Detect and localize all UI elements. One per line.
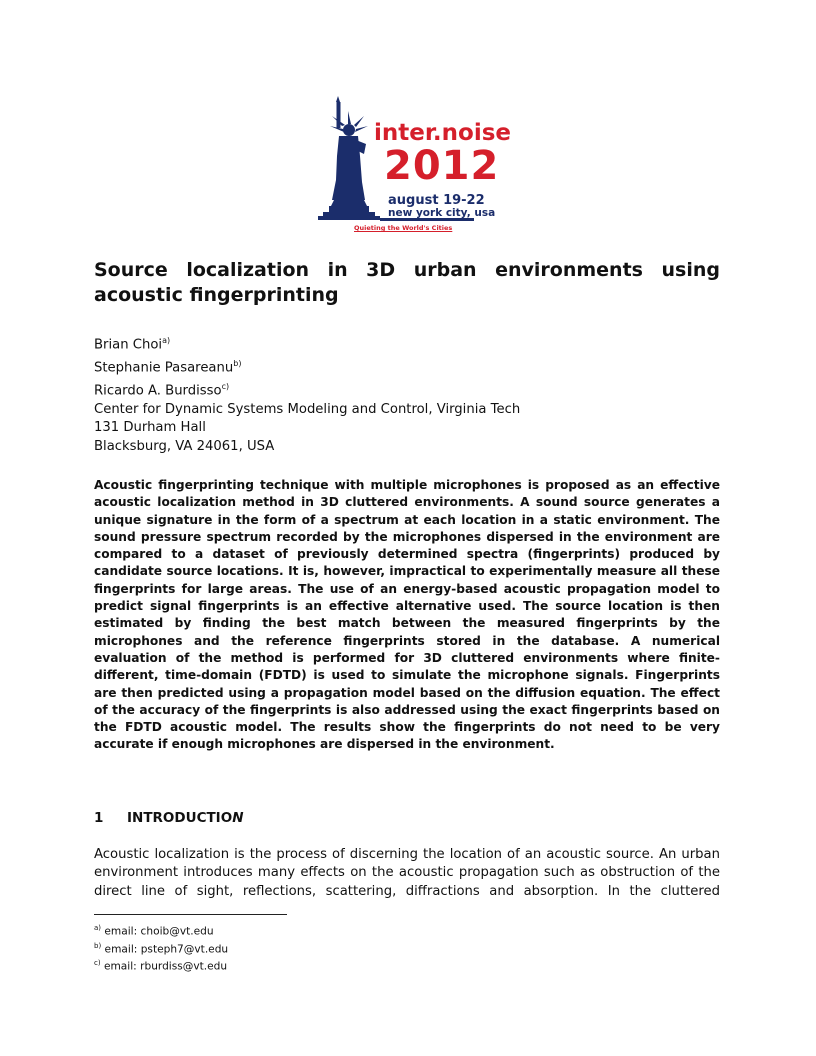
footnote-divider	[94, 914, 287, 915]
introduction-paragraph: Acoustic localization is the process of discerning the location of an acoustic source. An urban environment introduces many effects on the acoustic propagation such as obstruction of the direct line of sight, reflections, scattering, diffractions and absorption. In the cluttered	[94, 847, 720, 899]
affiliation-line-3: Blacksburg, VA 24061, USA	[94, 438, 275, 454]
logo-dates: august 19-22	[388, 193, 485, 208]
footnotes	[94, 921, 228, 974]
author-block	[94, 332, 654, 456]
logo-location: new york city, usa	[388, 207, 496, 219]
section-title-tail: N	[232, 810, 244, 826]
footnote-c: $^{c)}$ email: rburdiss@vt.edu	[94, 959, 228, 973]
footnote-b: $^{b)}$ email: psteph7@vt.edu	[94, 941, 229, 956]
section-number: 1	[94, 810, 104, 826]
logo-tagline: Quieting the World's Cities	[354, 224, 453, 232]
affiliation-line-1: Center for Dynamic Systems Modeling and Control, Virginia Tech	[94, 401, 521, 417]
section-heading-introduction	[94, 810, 244, 826]
affiliation-line-2: 131 Durham Hall	[94, 420, 206, 436]
footnote-a: $^{a)}$ email: choib@vt.edu	[94, 924, 214, 938]
conference-logo	[318, 96, 512, 238]
logo-year: 2012	[384, 143, 500, 189]
section-title: INTRODUCTIO	[127, 810, 233, 826]
author-1: Brian Choi$^{a)}$	[94, 336, 171, 353]
author-3: Ricardo A. Burdisso$^{c)}$	[94, 381, 230, 399]
logo-inter-noise: inter.noise	[374, 120, 512, 146]
abstract: Acoustic fingerprinting technique with multiple microphones is proposed as an effective acoustic localization method in 3D cluttered environments. A sound source generates a unique signature in the form of a spectrum at each location in a static environment. The sound pressure spectrum recorded by the microphones dispersed in the environment are compared to a dataset of previously determined spectra (fingerprints) produced by candidate source locations. It is, however, impractical to experimentally measure all these fingerprints for large areas. The use of an energy-based acoustic propagation model to predict signal fingerprints is an effective alternative used. The source location is then estimated by finding the best match between the measured fingerprints by the microphones and the reference fingerprints stored in the database. A numerical evaluation of the method is performed for 3D cluttered environments where finite-different, time-domain (FDTD) is used to simulate the microphone signals. Fingerprints are then predicted using a propagation model based on the diffusion equation. The effect of the accuracy of the fingerprints is also addressed using the exact fingerprints based on the FDTD acoustic model. The results show the fingerprints do not need to be very accurate if enough microphones are dispersed in the environment.	[94, 478, 720, 752]
paper-title: Source localization in 3D urban environments using acoustic fingerprinting	[94, 259, 720, 306]
author-2: Stephanie Pasareanu$^{b)}$	[94, 358, 242, 376]
